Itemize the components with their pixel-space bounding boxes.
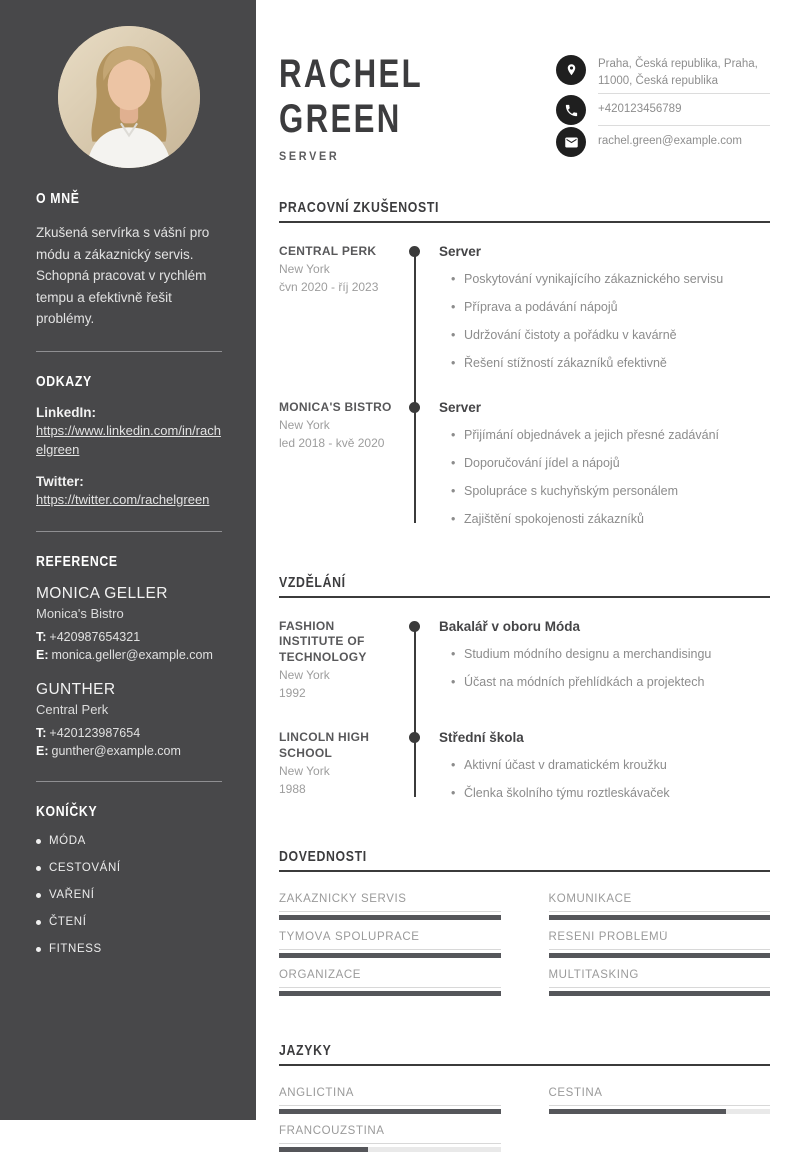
bullet-item: • Zajištění spokojenosti zákazníků [451,511,770,527]
entry-location: New York [279,668,330,683]
entry-meta [279,730,415,802]
language-bar-track [279,1109,501,1114]
entry-bullets [439,271,770,372]
bullet-item: • Příprava a podávání nápojů [451,299,770,315]
language-item [279,1125,501,1152]
references-heading: REFERENCE [36,552,118,570]
link-url[interactable]: https://twitter.com/rachelgreen [36,491,210,507]
email-text: rachel.green@example.com [598,135,742,147]
entry-dates: 1988 [279,781,306,796]
header [279,52,770,163]
entry-degree: Bakalář v oboru Móda [439,618,581,634]
first-name: RACHEL [279,52,424,96]
education-entry [279,730,770,802]
entry-school: FASHION INSTITUTE OF TECHNOLOGY [279,618,367,664]
experience-section [279,199,770,528]
entry-details [415,730,770,802]
skill-item [279,893,501,920]
experience-entries [279,244,770,528]
entry-location: New York [279,262,330,277]
experience-heading: PRACOVNÍ ZKUŠENOSTI [279,199,770,223]
link-label: Twitter: [36,473,84,489]
reference-phone: T: +420123987654 [36,725,141,740]
phone-icon [556,95,586,125]
location-icon [556,55,586,85]
reference-phone: T: +420987654321 [36,629,141,644]
about-text: Zkušená servírka s vášní pro módu a zákaznický servis. Schopná pracovat v rychlém tempu a efektivně řešit problémy. [36,225,210,327]
bullet-item: • Aktivní účast v dramatickém kroužku [451,757,770,773]
entry-bullets [439,646,770,691]
sidebar-divider [36,531,222,532]
about-section [36,190,222,330]
entry-degree: Střední škola [439,730,524,746]
skill-bar-fill [549,915,771,920]
entry-meta [279,400,415,528]
skill-label: TÝMOVÁ SPOLUPRÁCE [279,931,501,950]
entry-meta [279,619,415,703]
bullet-item: • Doporučování jídel a nápojů [451,455,770,471]
experience-entry [279,400,770,528]
languages-grid [279,1087,770,1152]
reference-email: E: monica.geller@example.com [36,647,213,662]
bullet-item: • Spolupráce s kuchyňským personálem [451,483,770,499]
references-section [36,553,222,761]
links-list [36,405,222,510]
entry-details [415,244,770,372]
hobby-item: ČTENÍ [36,916,222,928]
entry-bullets [439,757,770,802]
skills-grid [279,893,770,996]
skill-bar-track [279,991,501,996]
reference-email: E: gunther@example.com [36,743,181,758]
timeline-dot [409,402,420,413]
skill-bar-fill [549,953,771,958]
reference-company: Monica's Bistro [36,605,124,621]
name-block [279,52,464,163]
language-bar-fill [279,1147,368,1152]
entry-dates: 1992 [279,685,306,700]
hobby-item: CESTOVÁNÍ [36,862,222,874]
sidebar-divider [36,781,222,782]
skill-item [549,931,771,958]
skill-bar-track [279,953,501,958]
link-item [36,474,222,510]
profile-photo [58,26,200,168]
portrait-illustration [58,26,200,168]
contact-phone [556,94,770,126]
references-list [36,585,222,761]
hobbies-list [36,835,222,955]
skill-bar-fill [279,953,501,958]
education-entries [279,619,770,802]
language-bar-track [279,1147,501,1152]
bullet-item: • Řešení stížností zákazníků efektivně [451,355,770,371]
timeline-dot [409,732,420,743]
hobbies-section [36,803,222,955]
sidebar-divider [36,351,222,352]
entry-dates: led 2018 - kvě 2020 [279,435,385,450]
entry-company: MONICA'S BISTRO [279,399,392,414]
skill-bar-track [549,991,771,996]
skill-item [549,893,771,920]
skill-label: ZÁKAZNICKÝ SERVIS [279,893,501,912]
skill-bar-fill [549,991,771,996]
email-icon [556,127,586,157]
timeline-dot [409,621,420,632]
links-heading: ODKAZY [36,372,92,390]
entry-meta [279,244,415,372]
bullet-item: • Poskytování vynikajícího zákaznického servisu [451,271,770,287]
skill-label: ORGANIZACE [279,969,501,988]
skill-item [279,931,501,958]
entry-dates: čvn 2020 - říj 2023 [279,279,379,294]
timeline-dot [409,246,420,257]
skills-section [279,848,770,996]
reference-name: MONICA GELLER [36,584,168,602]
links-section [36,373,222,510]
reference-name: GUNTHER [36,680,116,698]
education-entry [279,619,770,731]
skills-heading: DOVEDNOSTI [279,848,770,872]
language-label: FRANCOUZŠTINA [279,1125,501,1144]
hobby-item: VAŘENÍ [36,889,222,901]
sidebar [0,0,256,1120]
contact-email [556,126,770,158]
language-bar-track [549,1109,771,1114]
bullet-item: • Studium módního designu a merchandisingu [451,646,770,662]
education-section [279,574,770,802]
entry-location: New York [279,764,330,779]
skill-item [549,969,771,996]
skill-label: KOMUNIKACE [549,893,771,912]
hobby-item: MÓDA [36,835,222,847]
phone-text: +420123456789 [598,94,770,126]
language-bar-fill [549,1109,726,1114]
skill-bar-fill [279,915,501,920]
bullet-item: • Členka školního týmu roztleskávaček [451,785,770,801]
reference-item [36,681,222,760]
entry-title: Server [439,243,482,259]
education-heading: VZDĚLÁNÍ [279,574,770,598]
reference-company: Central Perk [36,701,109,717]
skill-item [279,969,501,996]
hobbies-heading: KONÍČKY [36,803,98,820]
skill-label: ŘEŠENÍ PROBLÉMŮ [549,931,771,950]
skill-bar-fill [279,991,501,996]
language-bar-fill [279,1109,501,1114]
contact-info [556,54,770,163]
languages-heading: JAZYKY [279,1042,770,1066]
entry-bullets [439,427,770,528]
link-label: LinkedIn: [36,404,96,420]
skill-bar-track [279,915,501,920]
entry-details [415,619,770,703]
reference-item [36,585,222,664]
entry-details [415,400,770,528]
entry-school: LINCOLN HIGH SCHOOL [279,730,370,760]
bullet-item: • Přijímání objednávek a jejich přesné zadávání [451,427,770,443]
last-name: GREEN [279,96,402,141]
experience-entry [279,244,770,400]
entry-title: Server [439,399,482,415]
main-content [256,0,794,1137]
hobby-item: FITNESS [36,943,222,955]
entry-company: CENTRAL PERK [279,243,377,258]
link-item [36,405,222,460]
language-label: ČEŠTINA [549,1087,771,1106]
bullet-item: • Účast na módních přehlídkách a projektech [451,674,770,690]
skill-label: MULTITASKING [549,969,771,988]
contact-location [556,54,770,94]
bullet-item: • Udržování čistoty a pořádku v kavárně [451,327,770,343]
skill-bar-track [549,953,771,958]
language-item [279,1087,501,1114]
about-heading: O MNĚ [36,190,80,207]
job-title: SERVER [279,148,340,163]
skill-bar-track [549,915,771,920]
link-url[interactable]: https://www.linkedin.com/in/rachelgreen [36,422,221,457]
language-label: ANGLIČTINA [279,1087,501,1106]
entry-location: New York [279,418,330,433]
location-text: Praha, Česká republika, Praha, 11000, Česká republika [598,54,770,94]
languages-section [279,1042,770,1152]
language-item [549,1087,771,1114]
